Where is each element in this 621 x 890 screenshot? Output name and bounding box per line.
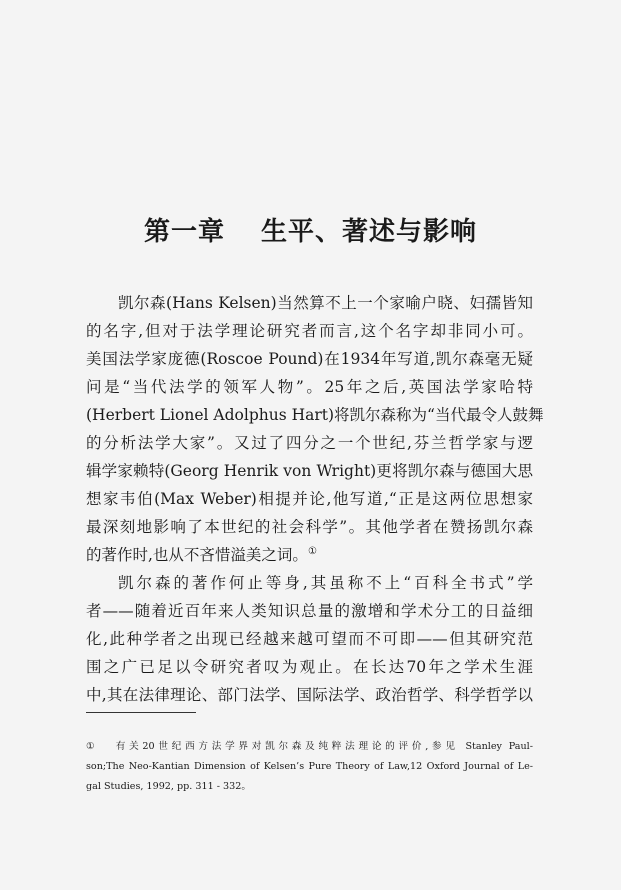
chapter-heading [0, 212, 621, 252]
body-line: 美国法学家庞德(Roscoe Pound)在1934年写道,凯尔森毫无疑 [86, 350, 533, 368]
body-line: 辑学家赖特(Georg Henrik von Wright)更将凯尔森与德国大思 [86, 462, 533, 480]
footnote-marker: ① [86, 741, 95, 752]
body-line: 想家韦伯(Max Weber)相提并论,他写道,“正是这两位思想家 [86, 490, 533, 508]
body-line: 最深刻地影响了本世纪的社会科学”。其他学者在赞扬凯尔森 [86, 518, 533, 536]
footnote-line: gal Studies, 1992, pp. 311 - 332。 [86, 781, 251, 792]
body-line: 凯尔森(Hans Kelsen)当然算不上一个家喻户晓、妇孺皆知 [118, 294, 533, 312]
body-line: (Herbert Lionel Adolphus Hart)将凯尔森称为“当代最令人鼓舞 [86, 406, 544, 424]
footnote-reference[interactable]: ① [307, 545, 317, 557]
chapter-label: 第一章 [143, 217, 225, 247]
body-line: 中,其在法律理论、部门法学、国际法学、政治哲学、科学哲学以 [86, 686, 533, 704]
footnote-text: 有关20世纪西方法学界对凯尔森及纯粹法理论的评价,参见 Stanley Paul- [112, 741, 533, 752]
body-line: 问是“当代法学的领军人物”。25年之后,英国法学家哈特 [86, 378, 533, 396]
body-line: 的名字,但对于法学理论研究者而言,这个名字却非同小可。 [86, 322, 533, 340]
footnote-line [86, 740, 533, 754]
body-line: 凯尔森的著作何止等身,其虽称不上“百科全书式”学 [118, 574, 533, 592]
body-line-text: 的著作时,也从不吝惜溢美之词。 [86, 546, 308, 564]
body-line: 围之广已足以令研究者叹为观止。在长达70年之学术生涯 [86, 658, 533, 676]
body-line: 者——随着近百年来人类知识总量的激增和学术分工的日益细 [86, 602, 533, 620]
body-line: 的分析法学大家”。又过了四分之一个世纪,芬兰哲学家与逻 [86, 434, 533, 452]
footnote-divider [86, 712, 196, 713]
body-line: 化,此种学者之出现已经越来越可望而不可即——但其研究范 [86, 630, 533, 648]
footnote-line: son;The Neo-Kantian Dimension of Kelsen’s Pure Theory of Law,12 Oxford Journal of Le- [86, 761, 533, 772]
chapter-title: 生平、著述与影响 [261, 217, 478, 247]
body-line [86, 545, 533, 565]
